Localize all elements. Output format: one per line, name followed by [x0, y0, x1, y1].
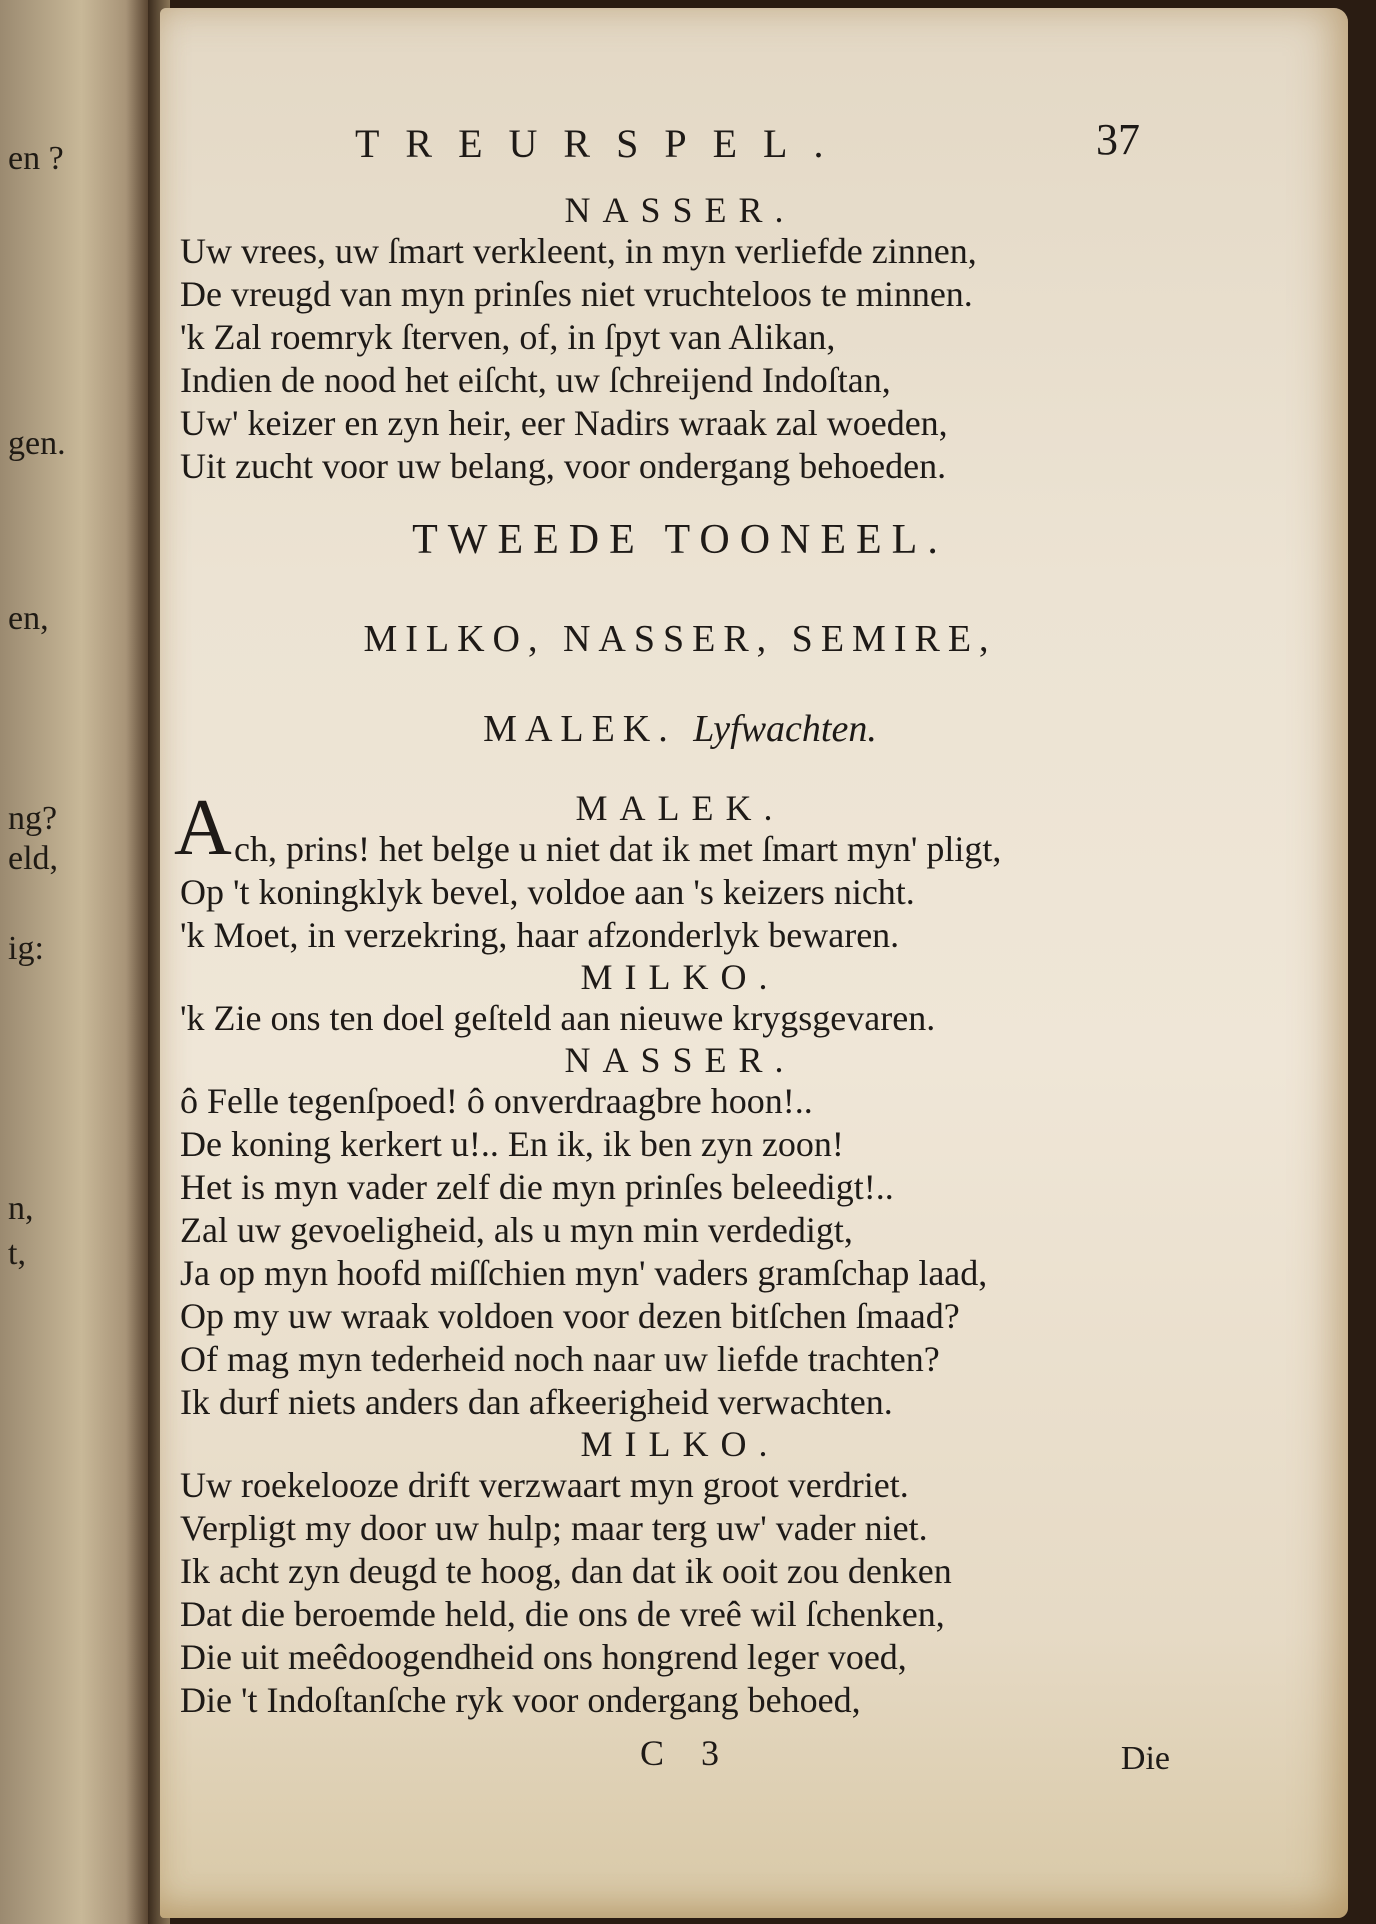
speech-block	[174, 784, 1180, 957]
page-footer	[180, 1732, 1180, 1792]
speaker-name: MILKO.	[580, 957, 780, 997]
facing-page-fragment: t,	[8, 1235, 26, 1272]
verse-line: Die uit meêdoogendheid ons hongrend leger voed,	[180, 1637, 907, 1677]
cast-name: MALEK.	[483, 708, 676, 750]
scene-heading: TWEEDE TOONEEL.	[412, 517, 948, 563]
verse-line: Uit zucht voor uw belang, voor ondergang behoeden.	[180, 446, 947, 486]
verse-line: Die 't Indoſtanſche ryk voor ondergang behoed,	[180, 1680, 861, 1720]
page-number: 37	[1096, 115, 1140, 164]
speaker-name: MILKO.	[580, 1424, 780, 1464]
facing-page-fragment: eld,	[8, 840, 59, 877]
facing-page-fragment: n,	[8, 1190, 34, 1227]
facing-page-fragment: en ?	[8, 140, 64, 177]
facing-page-fragment: ig:	[8, 930, 44, 967]
speaker-name: NASSER.	[564, 1040, 796, 1080]
verse-line: Ik durf niets anders dan afkeerigheid verwachten.	[180, 1382, 893, 1422]
speaker-name: MALEK.	[575, 788, 785, 828]
verse-line: Op my uw wraak voldoen voor dezen bitſchen ſmaad?	[180, 1296, 960, 1336]
verse-line: Indien de nood het eiſcht, uw ſchreijend Indoſtan,	[180, 360, 891, 400]
cast-extra: Lyfwachten.	[693, 708, 877, 750]
running-title: TREURSPEL.	[355, 121, 850, 166]
verse-line: ch, prins! het belge u niet dat ik met ſmart myn' pligt,	[234, 829, 1002, 869]
verse-line: De koning kerkert u!.. En ik, ik ben zyn zoon!	[180, 1124, 844, 1164]
verse-line: Uw' keizer en zyn heir, eer Nadirs wraak zal woeden,	[180, 403, 948, 443]
verse-line: 'k Moet, in verzekring, haar afzonderlyk bewaren.	[180, 915, 900, 955]
verse-line: De vreugd van myn prinſes niet vruchteloos te minnen.	[180, 274, 973, 314]
speaker-name: NASSER.	[564, 190, 796, 230]
verse-line: 'k Zal roemryk ſterven, of, in ſpyt van Alikan,	[180, 317, 836, 357]
drop-cap: A	[174, 784, 232, 872]
verse-line: Verpligt my door uw hulp; maar terg uw' vader niet.	[180, 1508, 928, 1548]
verse-line: Of mag myn tederheid noch naar uw liefde trachten?	[180, 1339, 940, 1379]
verse-line: Uw vrees, uw ſmart verkleent, in myn verliefde zinnen,	[180, 231, 977, 271]
verse-line: Ja op myn hoofd miſſchien myn' vaders gramſchap laad,	[180, 1253, 988, 1293]
verse-line: Het is myn vader zelf die myn prinſes beleedigt!..	[180, 1167, 894, 1207]
facing-page	[0, 0, 148, 1924]
verse-line: Dat die beroemde held, die ons de vreê wil ſchenken,	[180, 1594, 945, 1634]
verse-line: ô Felle tegenſpoed! ô onverdraagbre hoon!..	[180, 1081, 813, 1121]
verse-line: Uw roekelooze drift verzwaart myn groot verdriet.	[180, 1465, 909, 1505]
verse-line: 'k Zie ons ten doel geſteld aan nieuwe krygsgevaren.	[180, 998, 936, 1038]
facing-page-fragment: en,	[8, 600, 49, 637]
verse-line: Zal uw gevoeligheid, als u myn min verdedigt,	[180, 1210, 853, 1250]
verse-line: Ik acht zyn deugd te hoog, dan dat ik ooit zou denken	[180, 1551, 952, 1591]
cast-line	[180, 698, 1180, 760]
page-text	[174, 115, 1180, 1792]
verse-line: Op 't koningklyk bevel, voldoe aan 's keizers nicht.	[180, 872, 915, 912]
facing-page-fragment: gen.	[8, 425, 66, 462]
facing-page-fragment: ng?	[8, 800, 58, 837]
signature-mark: C 3	[640, 1733, 734, 1773]
cast-line: MILKO, NASSER, SEMIRE,	[363, 618, 997, 660]
running-head	[180, 115, 1180, 190]
catchword: Die	[1120, 1740, 1170, 1777]
